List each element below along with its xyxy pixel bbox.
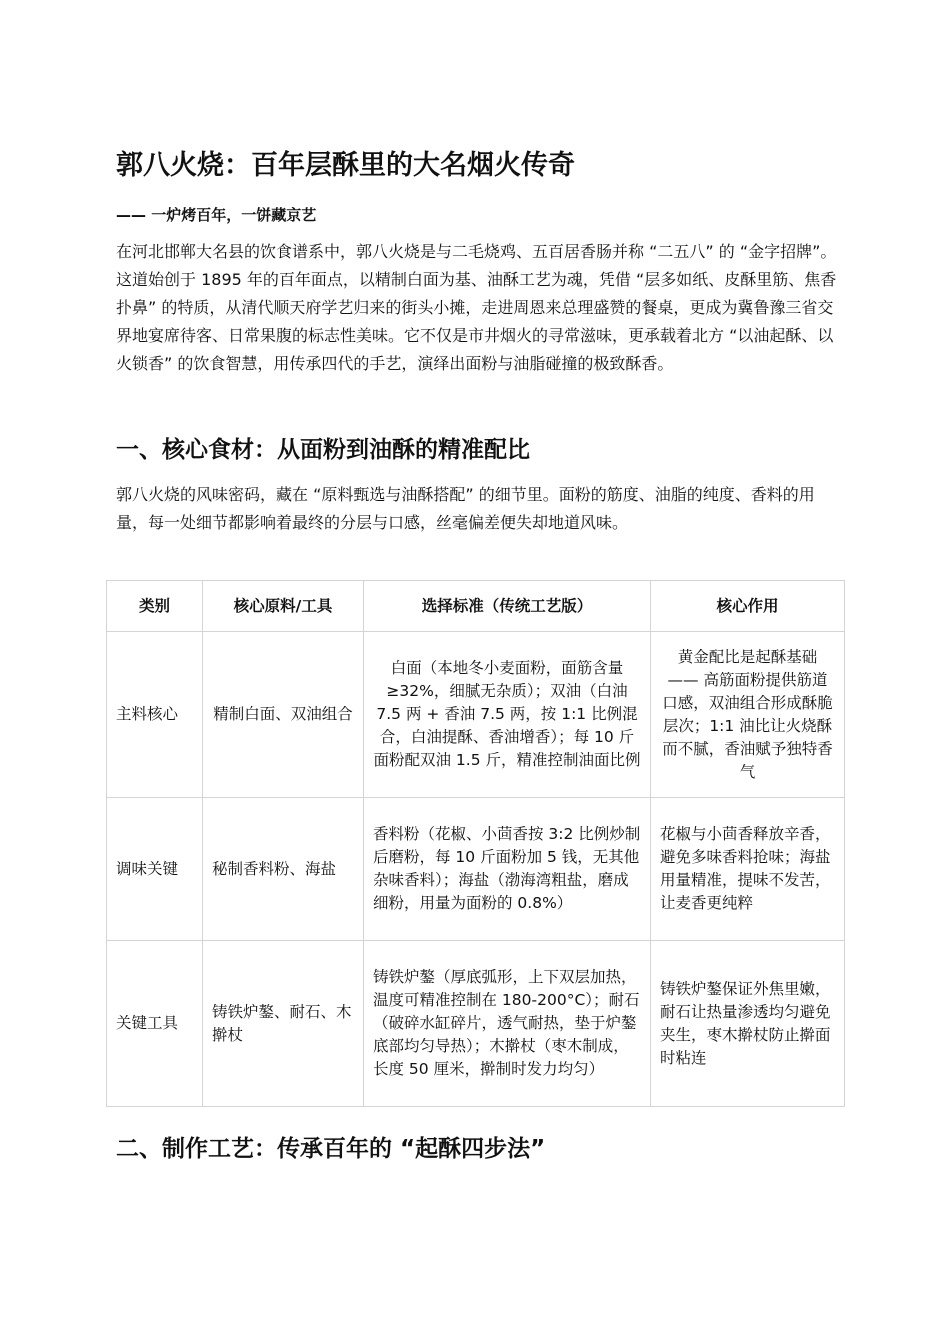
cell-materials: 铸铁炉鏊、耐石、木擀杖 bbox=[203, 941, 364, 1107]
table-row bbox=[107, 941, 845, 1107]
section1-paragraph: 郭八火烧的风味密码，藏在 “原料甄选与油酥搭配” 的细节里。面粉的筋度、油脂的纯度、香料的用量，每一处细节都影响着最终的分层与口感，丝毫偏差便失却地道风味。 bbox=[116, 485, 815, 532]
document-title: 郭八火烧：百年层酥里的大名烟火传奇 bbox=[116, 150, 575, 181]
cell-standard: 香料粉（花椒、小茴香按 3:2 比例炒制后磨粉，每 10 斤面粉加 5 钱，无其他杂味香料）；海盐（渤海湾粗盐，磨成细粉，用量为面粉的 0.8%） bbox=[364, 798, 651, 941]
cell-role: 铸铁炉鏊保证外焦里嫩，耐石让热量渗透均匀避免夹生，枣木擀杖防止擀面时粘连 bbox=[651, 941, 845, 1107]
section1-heading: 一、核心食材：从面粉到油酥的精准配比 bbox=[116, 437, 530, 463]
table-row bbox=[107, 798, 845, 941]
header-standard: 选择标准（传统工艺版） bbox=[364, 581, 651, 632]
intro-paragraph: 在河北邯郸大名县的饮食谱系中，郭八火烧是与二毛烧鸡、五百居香肠并称 “二五八” 的 “金字招牌”。这道始创于 1895 年的百年面点，以精制白面为基、油酥工艺为魂，凭借 “层多如纸、皮酥里筋、焦香扑鼻” 的特质，从清代顺天府学艺归来的街头小摊，走进周恩来总理盛赞的餐桌，更成为冀鲁豫三省交界地宴席待客、日常果腹的标志性美味。它不仅是市井烟火的寻常滋味，更承载着北方 “以油起酥、以火锁香” 的饮食智慧，用传承四代的手艺，演绎出面粉与油脂碰撞的极致酥香。 bbox=[116, 242, 837, 373]
header-materials: 核心原料/工具 bbox=[203, 581, 364, 632]
table-row bbox=[107, 632, 845, 798]
document-subtitle: —— 一炉烤百年，一饼藏京艺 bbox=[116, 206, 317, 224]
header-role: 核心作用 bbox=[651, 581, 845, 632]
header-category: 类别 bbox=[107, 581, 203, 632]
ingredients-table bbox=[106, 580, 845, 1107]
cell-materials: 精制白面、双油组合 bbox=[203, 632, 364, 798]
cell-standard: 白面（本地冬小麦面粉，面筋含量≥32%，细腻无杂质）；双油（白油 7.5 两 + 香油 7.5 两，按 1:1 比例混合，白油提酥、香油增香）；每 10 斤面粉配双油 1.5 斤，精准控制油面比例 bbox=[364, 632, 651, 798]
cell-category: 关键工具 bbox=[107, 941, 203, 1107]
cell-role: 花椒与小茴香释放辛香，避免多味香料抢味；海盐用量精准，提味不发苦，让麦香更纯粹 bbox=[651, 798, 845, 941]
section2-heading: 二、制作工艺：传承百年的 “起酥四步法” bbox=[116, 1136, 546, 1162]
table-header-row bbox=[107, 581, 845, 632]
cell-category: 调味关键 bbox=[107, 798, 203, 941]
cell-materials: 秘制香料粉、海盐 bbox=[203, 798, 364, 941]
cell-role: 黄金配比是起酥基础 —— 高筋面粉提供筋道口感，双油组合形成酥脆层次；1:1 油比让火烧酥而不腻，香油赋予独特香气 bbox=[651, 632, 845, 798]
cell-standard: 铸铁炉鏊（厚底弧形，上下双层加热，温度可精准控制在 180-200°C）；耐石（破碎水缸碎片，透气耐热，垫于炉鏊底部均匀导热）；木擀杖（枣木制成，长度 50 厘米，擀制时发力均匀） bbox=[364, 941, 651, 1107]
cell-category: 主料核心 bbox=[107, 632, 203, 798]
